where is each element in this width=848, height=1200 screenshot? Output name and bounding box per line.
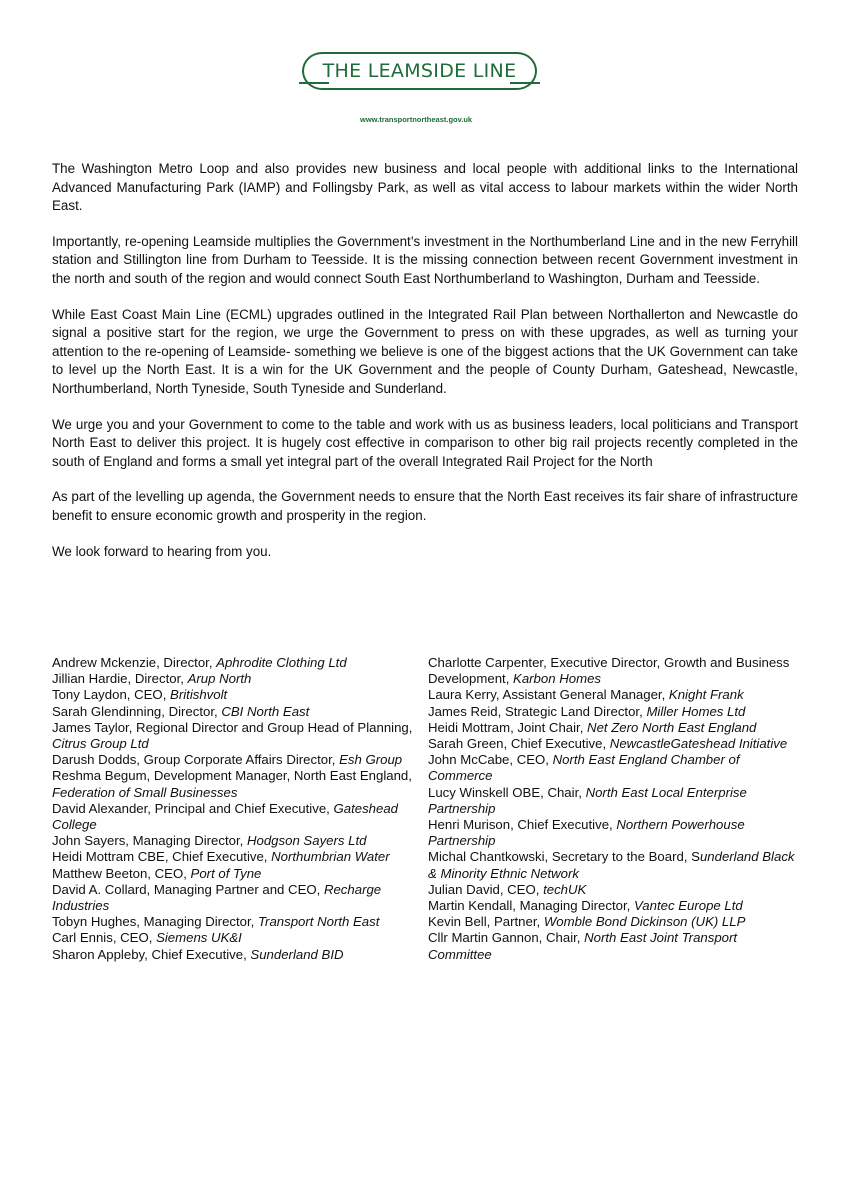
signatory-name-role: Lucy Winskell OBE, Chair, [428,784,586,800]
signatory-name-role: Henri Murison, Chief Executive, [428,817,617,833]
signatory [428,849,800,881]
signatory [52,849,424,865]
signatory-name-role: Matthew Beeton, CEO, [52,865,191,881]
paragraph: We urge you and your Government to come to the table and work with us as business leaders, local politicians and Transport North East to deliver this project. It is hugely cost effective in comparison to other big rail projects recently completed in the south of England and forms a small yet integral part of the overall Integrated Rail Project for the North [52,416,798,469]
closing-line: We look forward to hearing from you. [52,543,272,559]
signatory-name-role: Heidi Mottram, Joint Chair, [428,719,588,735]
signatory-organisation: North East England Chamber of Commerce [428,752,740,784]
signatory-name-role: Jillian Hardie, Director, [52,671,188,687]
signatory-organisation: Northumbrian Water [271,849,390,865]
signatory [428,655,800,687]
signatory-organisation: Northern Powerhouse Partnership [428,817,745,849]
signatory [428,736,800,752]
signatory-name-role: Andrew Mckenzie, Director, [52,655,217,670]
signatories-left-column [52,655,424,963]
logo-rail-left [299,82,329,84]
signatory [428,720,800,736]
signatory-organisation: NewcastleGateshead Initiative [609,736,788,752]
signatory-organisation: Citrus Group Ltd [52,736,149,752]
signatory-name-role: Reshma Begum, Development Manager, North East England, [52,768,412,784]
signatory [52,801,424,833]
signatory-organisation: North East Joint Transport Committee [428,930,738,962]
signatory-organisation: Karbon Homes [513,671,601,687]
signatory-name-role: Cllr Martin Gannon, Chair, [428,930,585,946]
signatory-name-role: Charlotte Carpenter, Executive Director, Growth and Business Development, [428,655,790,687]
signatory-name-role: John McCabe, CEO, [428,752,553,768]
signatory-organisation: Aphrodite Clothing Ltd [216,655,347,670]
signatory-name-role: Tobyn Hughes, Managing Director, [52,914,258,930]
signatory-name-role: James Reid, Strategic Land Director, [428,703,647,719]
signatory-name-role: Laura Kerry, Assistant General Manager, [428,687,669,703]
signatory [428,752,800,784]
logo-rail-right [510,82,540,84]
letter-body [52,160,798,578]
signatory [52,866,424,882]
signatory-organisation: Gateshead College [52,800,399,833]
signatory [52,720,424,752]
signatory [52,768,424,800]
signatory [428,704,800,720]
signatory-organisation: Port of Tyne [190,865,262,881]
paragraph: Importantly, re-opening Leamside multiplies the Government’s investment in the Northumberland Line and in the new Ferryhill station and Stillington line from Durham to Teesside. It is the missing connection between recent Government investment in the north and south of the region and would connect South East Northumberland to Washington, Durham and Teesside. [52,233,798,286]
signatory-organisation: Recharge Industries [52,881,382,914]
paragraph: The Washington Metro Loop and also provides new business and local people with additional links to the International Advanced Manufacturing Park (IAMP) and Follingsby Park, as well as vital access to labour markets within the wider North East. [52,161,798,214]
signatory [52,655,424,671]
signatory [52,687,424,703]
signatory-name-role: Carl Ennis, CEO, [52,930,157,946]
signatory-organisation: North East Local Enterprise Partnership [428,784,747,816]
signatory [52,671,424,687]
signatory-name-role: Julian David, CEO, [428,881,544,897]
signatory-name-role: David A. Collard, Managing Partner and CEO, [52,881,324,897]
signatory-organisation: Transport North East [257,914,380,930]
signatory-organisation: Hodgson Sayers Ltd [246,833,367,849]
signatory-organisation: Knight Frank [668,687,744,703]
signatory-organisation: Miller Homes Ltd [646,703,746,719]
leamside-line-logo [302,52,547,94]
signatory-organisation: CBI North East [221,703,310,719]
signatory-organisation: underland Black & Minority Ethnic Network [428,849,795,881]
signatory-name-role: Sharon Appleby, Chief Executive, [52,946,251,962]
paragraph: As part of the levelling up agenda, the Government needs to ensure that the North East receives its fair share of infrastructure benefit to ensure economic growth and prosperity in the region. [52,489,798,523]
signatory [428,687,800,703]
signatory [428,930,800,962]
signatory [52,882,424,914]
signatory-organisation: Siemens UK&I [156,930,242,946]
signatory-organisation: Britishvolt [170,687,228,703]
website-url: www.transportnortheast.gov.uk [360,115,473,124]
signatory [428,882,800,898]
logo-title: THE LEAMSIDE LINE [322,60,517,82]
signatory-organisation: techUK [543,881,587,897]
signatories-right-column [428,655,800,963]
signatory [428,898,800,914]
signatory-organisation: Sunderland BID [250,946,344,962]
signatory [52,704,424,720]
signatory [52,947,424,963]
signatory-name-role: Michal Chantkowski, Secretary to the Board, S [428,849,700,865]
signatory-name-role: Sarah Glendinning, Director, [52,703,222,719]
signatory-organisation: Womble Bond Dickinson (UK) LLP [543,914,746,930]
signatory-name-role: David Alexander, Principal and Chief Executive, [52,800,334,816]
signatory [52,752,424,768]
signatory [428,817,800,849]
signatory-name-role: James Taylor, Regional Director and Group Head of Planning, [52,719,413,735]
paragraph: While East Coast Main Line (ECML) upgrades outlined in the Integrated Rail Plan between Northallerton and Newcastle do signal a positive start for the region, we urge the Government to press on with these upgrades, as well as turning your attention to the re-opening of Leamside- something we believe is one of the biggest actions that the UK Government can take to level up the North East. It is a win for the UK Government and the people of County Durham, Gateshead, Newcastle, Northumberland, North Tyneside, South Tyneside and Sunderland. [52,306,798,396]
signatory-organisation: Federation of Small Businesses [52,784,238,800]
signatory-name-role: Sarah Green, Chief Executive, [428,736,610,752]
signatory-name-role: Kevin Bell, Partner, [428,914,544,930]
signatory [52,833,424,849]
signatory [52,914,424,930]
signatory-name-role: Tony Laydon, CEO, [52,687,171,703]
signatory-organisation: Net Zero North East England [587,719,757,735]
signatory-organisation: Vantec Europe Ltd [633,898,743,914]
signatory [428,914,800,930]
signatory-organisation: Arup North [187,671,252,687]
signatory [52,930,424,946]
signatory-name-role: Heidi Mottram CBE, Chief Executive, [52,849,272,865]
signatory-name-role: Darush Dodds, Group Corporate Affairs Director, [52,752,340,768]
signatory-name-role: John Sayers, Managing Director, [52,833,247,849]
signatory-name-role: Martin Kendall, Managing Director, [428,898,634,914]
signatory-organisation: Esh Group [339,752,403,768]
signatory [428,785,800,817]
